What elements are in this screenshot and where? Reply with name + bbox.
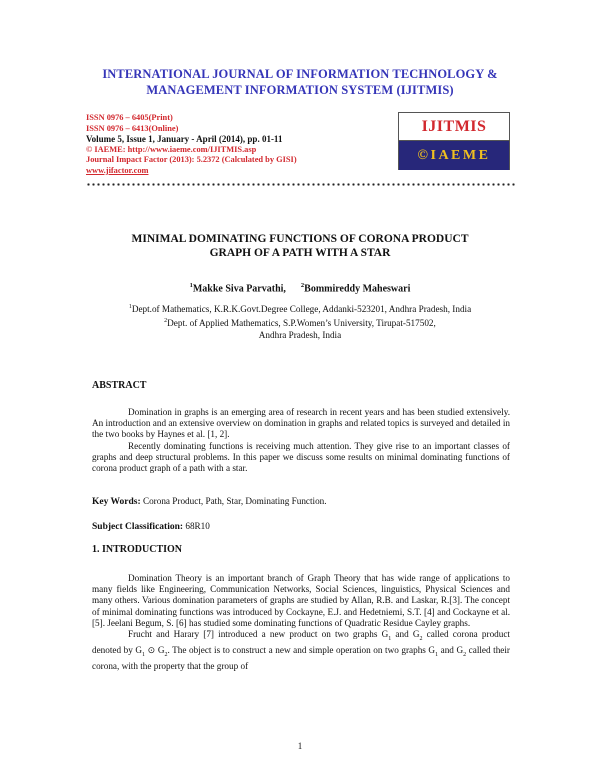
badge-iaeme: ©IAEME: [399, 141, 509, 170]
journal-logo-badge: [398, 112, 510, 170]
paper-title: MINIMAL DOMINATING FUNCTIONS OF CORONA PRODUCT GRAPH OF A PATH WITH A STAR: [131, 233, 469, 259]
keywords-text: Corona Product, Path, Star, Dominating Function.: [142, 496, 327, 506]
affiliation-2: $^2$Dept. of Applied Mathematics, S.P.Women’s University, Tirupat-517502,: [164, 318, 436, 329]
page-number: 1: [297, 741, 303, 751]
abstract-paragraph-1: Domination in graphs is an emerging area of research in recent years and has been studied extensively. An introduction and an extensive overview on domination in graphs and related topics is surveyed and detailed in the two books by Haynes et al. [1, 2].: [92, 407, 510, 440]
subject-text: 68R10: [185, 521, 210, 531]
authors: $^1$Makke Siva Parvathi, $^2$Bommireddy Maheswari: [189, 282, 411, 295]
issn-print: ISSN 0976 – 6405(Print): [86, 113, 173, 122]
intro-paragraph-1: Domination Theory is an important branch of Graph Theory that has wide range of applications to many fields like Engineering, Communication Networks, Social Sciences, linguistics, Physical Sciences and many others. Various domination parameters of graphs are studied by Allan, R.B. and Laskar, R.[3]. The concept of minimal dominating functions was introduced by Cockayne, E.J. and Hedetniemi, S.T. [4] and Cockayne et al. [5]. Jeelani Begum, S. [6] has studied some dominating functions of Quadratic Residue Cayley graphs.: [92, 573, 510, 628]
affiliations: [80, 301, 520, 341]
introduction-heading: 1. INTRODUCTION: [92, 544, 183, 555]
affiliation-1: $^1$Dept.of Mathematics, K.R.K.Govt.Degree College, Addanki-523201, Andhra Pradesh, India: [128, 304, 472, 315]
badge-ijitmis: IJITMIS: [399, 113, 509, 141]
author-2: Bommireddy Maheswari: [304, 283, 411, 295]
abstract-body: [92, 407, 510, 474]
introduction-body: [92, 573, 510, 672]
abstract-heading: ABSTRACT: [92, 380, 147, 391]
journal-meta: [86, 113, 386, 177]
subject-label: Subject Classification:: [92, 522, 184, 532]
impact-factor: Journal Impact Factor (2013): 5.2372 (Calculated by GISI): [86, 155, 297, 165]
abstract-paragraph-2: Recently dominating functions is receiving much attention. They give rise to an important classes of graphs and deep structural problems. In this paper we discuss some results on minimal dominating functions of corona product graph of a path with a star.: [92, 440, 510, 474]
subject-classification: [92, 521, 210, 532]
author-1: Makke Siva Parvathi,: [192, 283, 286, 295]
volume-info: Volume 5, Issue 1, January - April (2014), pp. 01-11: [86, 134, 283, 145]
dotted-divider: [86, 183, 516, 186]
issn-online: ISSN 0976 – 6413(Online): [86, 123, 179, 133]
keywords-label: Key Words:: [92, 497, 141, 507]
keywords: [92, 496, 327, 507]
affiliation-2-cont: Andhra Pradesh, India: [258, 330, 342, 341]
journal-title: INTERNATIONAL JOURNAL OF INFORMATION TECHNOLOGY & MANAGEMENT INFORMATION SYSTEM (IJITMIS): [102, 67, 498, 97]
intro-paragraph-2: Frucht and Harary [7] introduced a new product on two graphs $G_1$ and $G_2$ called corona product denoted by $G_1$ ⊙ $G_2$. The object is to construct a new and simple operation on two graphs $G_1$ and $G_2$ called their corona, with the property that the group of: [92, 629, 510, 672]
jifactor-link[interactable]: www.jifactor.com: [86, 165, 149, 175]
iaeme-url[interactable]: © IAEME: http://www.iaeme.com/IJITMIS.asp: [86, 144, 257, 154]
